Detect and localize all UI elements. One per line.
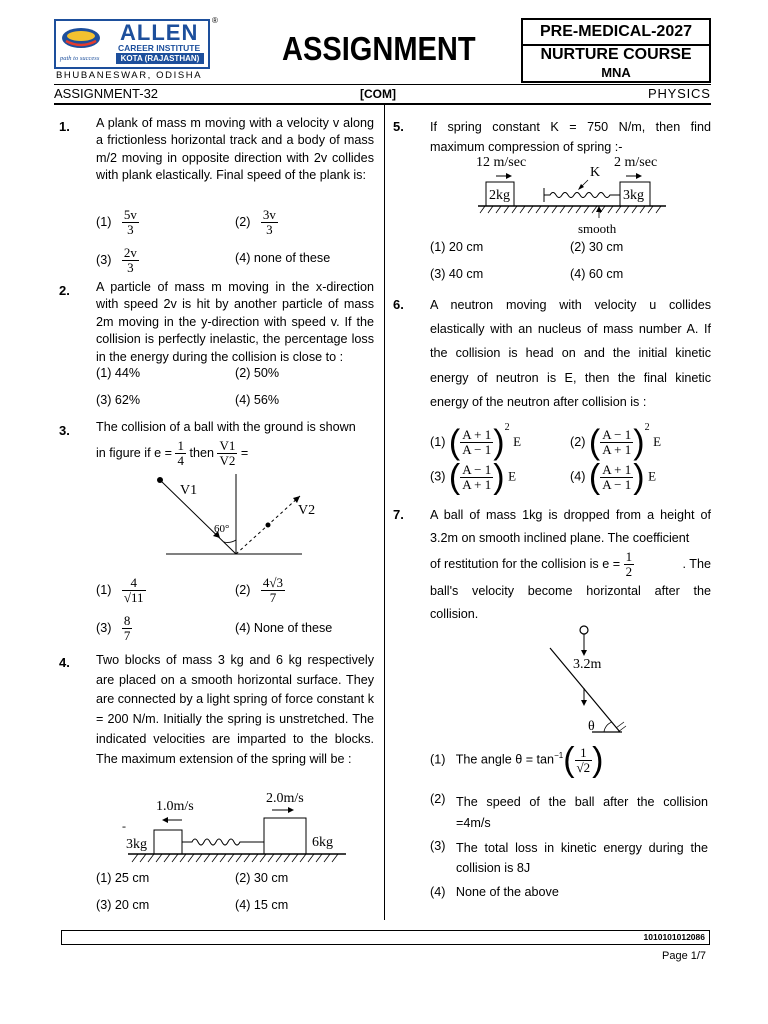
q3-opt2-label: (2) [235,582,251,597]
course-line-2: NURTURE COURSE [540,46,692,63]
q4-fig-dash: - [122,819,126,833]
q3-text-line2 [96,439,248,468]
q1-opt3-frac: $\frac{2v}{3}$ [123,245,137,275]
q7-option-1: (1) The angle $\theta = \tan^{-1}$( $\frac{1}{√2}$ ) [430,741,604,779]
q4-fig-m-left: 3kg [126,837,147,852]
header-rule-top [54,84,711,85]
q7-fig-h: 3.2m [573,657,602,672]
q5-option-2: (2) 30 cm [570,240,624,254]
location-badge: KOTA (RAJASTHAN) [116,53,204,64]
q7-opt3-label: (3) [430,839,446,853]
q3-opt1-label: (1) [96,582,112,597]
q7-option-2 [430,792,445,806]
q7-text-line2 [430,550,711,579]
q6-number: 6. [393,297,404,312]
q7-opt4-text: None of the above [455,885,559,899]
q2-option-3: (3) 62% [96,393,141,407]
q3-option-2 [235,576,285,605]
q3-number: 3. [59,423,70,438]
q1-opt1-frac: $\frac{5v}{3}$ [123,207,137,237]
q4-fig-v-right: 2.0m/s [266,791,304,806]
q7-figure [540,622,630,740]
q4-number: 4. [59,655,70,670]
q7-opt1-label: (1) [430,752,446,767]
q3-e-label: in figure if e = [96,445,172,460]
q3-equals: = [240,445,249,460]
topic-code: [COM] [360,87,396,101]
q1-opt3-label: (3) [96,252,112,267]
q5-option-1: (1) 20 cm [430,240,484,254]
q7-opt2-text: The speed of the ball after the collision =4m/s [456,795,708,830]
q3-opt1-frac: $\frac{4}{√11}$ [123,575,144,605]
brand-name: ALLEN [120,20,199,45]
q5-fig-surface: smooth [578,221,617,236]
q4-fig-v-left: 1.0m/s [156,799,194,814]
q5-figure [470,150,670,238]
q6-opt3-frac: $\frac{A - 1}{A + 1}$ [462,461,492,492]
q5-fig-k: K [590,165,601,180]
q2-option-1: (1) 44% [96,366,141,380]
q1-opt2-label: (2) [235,214,251,229]
q7-e-frac: $\frac{1}{2}$ [625,549,633,579]
branch-name: BHUBANESWAR, ODISHA [56,70,203,81]
q3-option-3 [96,614,132,643]
q1-number: 1. [59,119,70,134]
footer-code: 1010101012086 [643,932,705,942]
institute-name: CAREER INSTITUTE [118,43,201,53]
q5-fig-v-right: 2 m/sec [614,155,658,170]
q5-fig-m-left: 2kg [489,188,510,203]
q6-opt1-frac: $\frac{A + 1}{A - 1}$ [462,427,492,458]
q7-opt4-label: (4) [430,885,446,899]
q6-text: A neutron moving with velocity u collides elastically with an nucleus of mass number A. If the collision is head on and the initial kinetic energy of neutron is E, then the final kinetic energy of the neutron after collision is : [430,298,711,409]
q7-opt1-frac: $\frac{1}{√2}$ [576,744,591,775]
q6-opt2-label: (2) [570,435,586,449]
q3-then: then [189,445,214,460]
q2-option-2: (2) 50% [235,366,280,380]
q6-opt3-label: (3) [430,469,446,484]
q5-number: 5. [393,119,404,134]
q3-figure [150,470,316,565]
q6-option-2: (2) ( $\frac{A - 1}{A + 1}$ )$^2$ E [570,422,662,462]
q3-opt3-frac: $\frac{8}{7}$ [123,613,131,643]
footer-code-box [61,930,710,945]
q4-fig-m-right: 6kg [312,835,333,850]
q7-opt3-text: The total loss in kinetic energy during the collision is 8J [456,841,708,875]
q3-fig-angle: 60° [214,523,230,535]
q2-option-4: (4) 56% [235,393,280,407]
q1-option-4: (4) none of these [235,251,331,265]
q6-option-1: (1) ( $\frac{A + 1}{A - 1}$ )$^2$ E [430,422,522,462]
q7-number: 7. [393,507,404,522]
tagline: path to success [60,55,100,62]
q5-option-4: (4) 60 cm [570,267,624,281]
q7-text-line1: A ball of mass 1kg is dropped from a height of 3.2m on smooth inclined plane. The coefficient [430,508,711,545]
course-line-3: MNA [601,65,631,80]
q4-option-2: (2) 30 cm [235,871,289,885]
q7-opt2-label: (2) [430,792,446,806]
q7-option-3 [430,839,445,853]
q7-opt1-text: The angle θ = tan [455,752,555,767]
q4-option-3: (3) 20 cm [96,898,150,912]
assignment-number: ASSIGNMENT-32 [54,86,159,101]
q3-v-frac: $\frac{V1}{V2}$ [219,438,236,468]
column-divider [384,104,385,920]
q3-opt3-label: (3) [96,620,112,635]
page-title: ASSIGNMENT [282,30,476,67]
course-box [521,18,711,83]
q5-option-3: (3) 40 cm [430,267,484,281]
q7-option-4 [430,885,559,899]
q1-opt1-label: (1) [96,214,112,229]
q1-option-1 [96,208,139,237]
q3-option-1 [96,576,146,605]
q1-opt2-frac: $\frac{3v}{3}$ [262,207,276,237]
q4-figure [118,786,350,868]
allen-logo [54,19,210,69]
q6-opt4-label: (4) [570,469,586,484]
q3-e-frac: $\frac{1}{4}$ [177,438,184,468]
q7-e-label: of restitution for the collision is e = [430,556,621,571]
q4-option-1: (1) 25 cm [96,871,150,885]
q3-opt2-frac: $\frac{4√3}{7}$ [262,575,284,605]
q7-text-c: . The [682,557,711,571]
q6-opt1-label: (1) [430,435,446,449]
q3-text-line1: The collision of a ball with the ground is shown [96,420,356,434]
q4-text: Two blocks of mass 3 kg and 6 kg respectively are placed on a smooth horizontal surface. They are connected by a light spring of force constant k = 200 N/m. Initially the spring is unstretched. The indicated velocities are imparted to the blocks. The maximum extension of the spring will be : [96,653,374,766]
q2-number: 2. [59,283,70,298]
registered-mark: ® [212,16,218,25]
header-rule-bottom [54,103,711,105]
q1-option-3 [96,246,139,275]
q6-option-3: (3) ( $\frac{A - 1}{A + 1}$ ) E [430,458,517,496]
course-line-1: PRE-MEDICAL-2027 [539,23,693,40]
q7-fig-theta: θ [588,719,595,734]
q3-fig-v2: V2 [298,503,316,518]
q6-opt4-frac: $\frac{A + 1}{A - 1}$ [602,461,632,492]
page-number: Page 1/7 [662,950,707,962]
q2-text: A particle of mass m moving in the x-direction with speed 2v is hit by another particle of mass 2m moving in the y-direction with speed v. If the collision is perfectly inelastic, the percentage loss in the energy during the collision is close to : [96,280,374,364]
q4-option-4: (4) 15 cm [235,898,289,912]
q6-opt2-frac: $\frac{A - 1}{A + 1}$ [602,427,632,458]
q1-option-2 [235,208,278,237]
q5-text: If spring constant K = 750 N/m, then find maximum compression of spring :- [430,120,711,154]
subject-name: PHYSICS [648,86,711,101]
q5-fig-v-left: 12 m/sec [476,155,527,170]
q5-fig-m-right: 3kg [623,188,644,203]
logo-emblem [60,25,102,55]
q7-text-line3: ball's velocity become horizontal after the collision. [430,584,711,621]
q3-fig-v1: V1 [180,483,198,498]
q6-option-4: (4) ( $\frac{A + 1}{A - 1}$ ) E [570,458,657,496]
q1-text: A plank of mass m moving with a velocity v along a frictionless horizontal track and a body of mass m/2 moving in opposite direction with 2v collides with plank elastically. Final speed of the plank is: [96,116,374,183]
q3-option-4: (4) None of these [235,621,333,635]
